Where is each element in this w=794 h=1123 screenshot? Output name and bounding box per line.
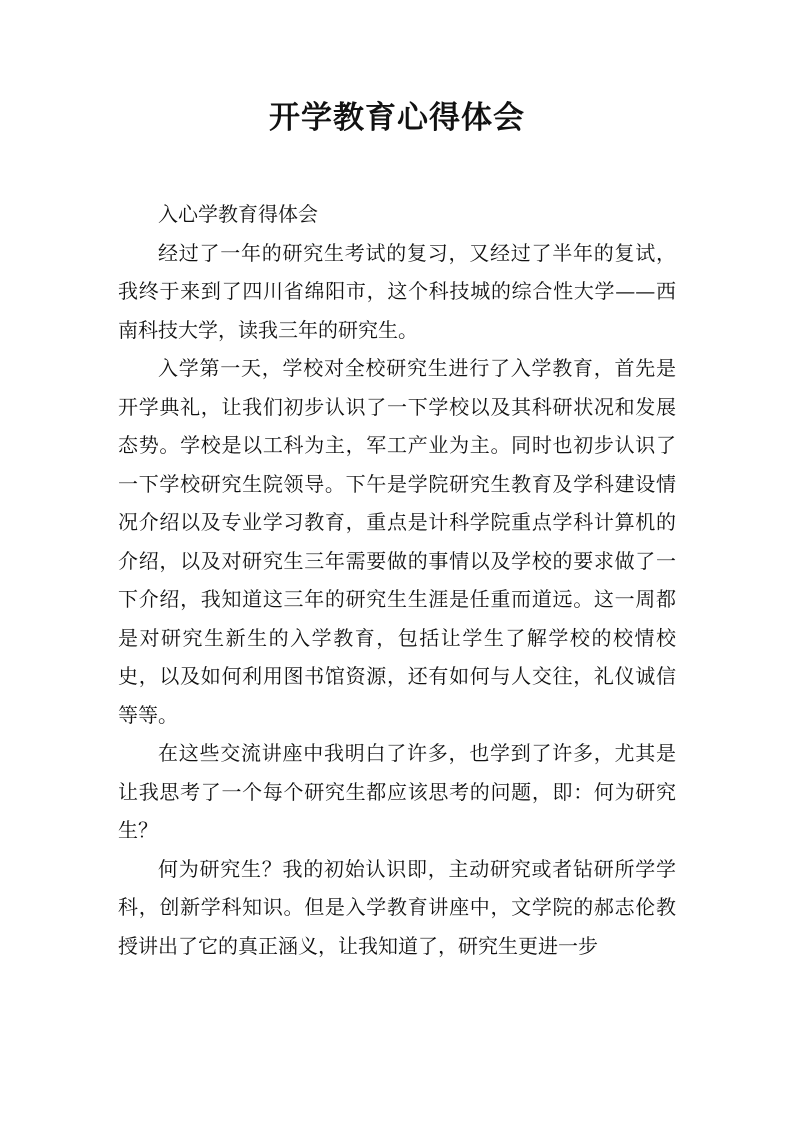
paragraph: 入学第一天，学校对全校研究生进行了入学教育，首先是开学典礼，让我们初步认识了一下学校以及其科研状况和发展态势。学校是以工科为主，军工产业为主。同时也初步认识了一下学校研究生院领导。下午是学院研究生教育及学科建设情况介绍以及专业学习教育，重点是计科学院重点学科计算机的介绍，以及对研究生三年需要做的事情以及学校的要求做了一下介绍，我知道这三年的研究生生涯是任重而道远。这一周都是对研究生新生的入学教育，包括让学生了解学校的校情校史，以及如何利用图书馆资源，还有如何与人交往，礼仪诚信等等。	[118, 356, 676, 727]
document-subtitle: 入心学教育得体会	[158, 202, 318, 226]
paragraph: 何为研究生？我的初始认识即，主动研究或者钻研所学学科，创新学科知识。但是入学教育讲座中，文学院的郝志伦教授讲出了它的真正涵义，让我知道了，研究生更进一步	[118, 856, 676, 958]
paragraph: 经过了一年的研究生考试的复习，又经过了半年的复试，我终于来到了四川省绵阳市，这个科技城的综合性大学——西南科技大学，读我三年的研究生。	[118, 240, 676, 342]
document-body	[118, 195, 676, 965]
document-title: 开学教育心得体会	[269, 100, 525, 136]
paragraph: 在这些交流讲座中我明白了许多，也学到了许多，尤其是让我思考了一个每个研究生都应该思考的问题，即：何为研究生？	[118, 741, 676, 842]
